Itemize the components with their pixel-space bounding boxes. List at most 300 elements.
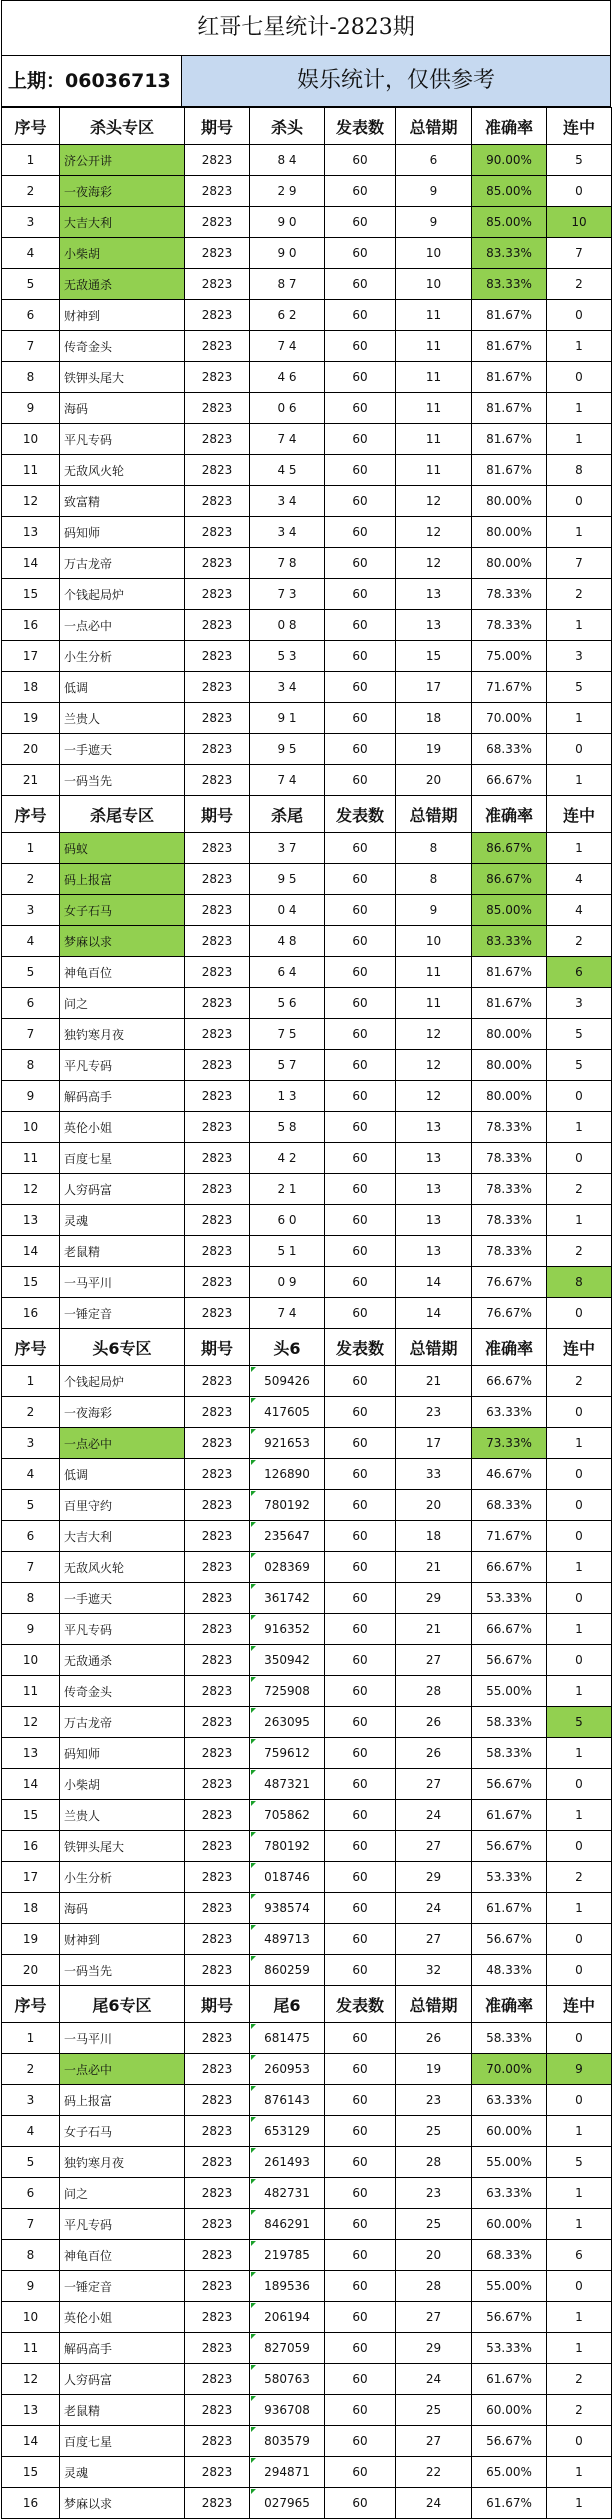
- row-number: 11: [2, 2333, 60, 2364]
- published-count: 60: [325, 1738, 396, 1769]
- win-streak: 2: [547, 1862, 612, 1893]
- column-header: 总错期: [396, 108, 472, 145]
- accuracy-rate: 81.67%: [472, 455, 547, 486]
- accuracy-rate: 68.33%: [472, 734, 547, 765]
- total-errors: 26: [396, 2023, 472, 2054]
- column-header: 序号: [2, 108, 60, 145]
- total-errors: 13: [396, 579, 472, 610]
- accuracy-rate: 61.67%: [472, 1893, 547, 1924]
- prediction: 206194: [250, 2302, 325, 2333]
- predictor-name: 致富精: [60, 486, 185, 517]
- period-number: 2823: [185, 610, 250, 641]
- prediction: 350942: [250, 1645, 325, 1676]
- table-row: [2, 1552, 612, 1583]
- table-row: [2, 207, 612, 238]
- accuracy-rate: 80.00%: [472, 486, 547, 517]
- disclaimer-banner: 娱乐统计，仅供参考: [182, 56, 610, 106]
- win-streak: 1: [547, 2178, 612, 2209]
- predictor-name: 一夜海彩: [60, 1397, 185, 1428]
- row-number: 15: [2, 1800, 60, 1831]
- prediction: 4 8: [250, 926, 325, 957]
- row-number: 20: [2, 1955, 60, 1986]
- prediction: 846291: [250, 2209, 325, 2240]
- column-header: 连中: [547, 1986, 612, 2023]
- prediction: 7 4: [250, 331, 325, 362]
- predictor-name: 独钓寒月夜: [60, 2147, 185, 2178]
- predictor-name: 码蚁: [60, 833, 185, 864]
- prediction: 4 2: [250, 1143, 325, 1174]
- row-number: 14: [2, 2426, 60, 2457]
- total-errors: 27: [396, 2302, 472, 2333]
- prediction: 860259: [250, 1955, 325, 1986]
- column-header: 期号: [185, 108, 250, 145]
- period-number: 2823: [185, 2395, 250, 2426]
- predictor-name: 无敌风火轮: [60, 1552, 185, 1583]
- total-errors: 11: [396, 424, 472, 455]
- table-row: [2, 1924, 612, 1955]
- prediction: 6 0: [250, 1205, 325, 1236]
- total-errors: 26: [396, 1707, 472, 1738]
- table-row: [2, 2054, 612, 2085]
- accuracy-rate: 55.00%: [472, 2271, 547, 2302]
- table-row: [2, 641, 612, 672]
- period-number: 2823: [185, 2426, 250, 2457]
- period-number: 2823: [185, 1205, 250, 1236]
- win-streak: 0: [547, 176, 612, 207]
- accuracy-rate: 66.67%: [472, 1552, 547, 1583]
- published-count: 60: [325, 238, 396, 269]
- predictor-name: 兰贵人: [60, 703, 185, 734]
- predictor-name: 传奇金头: [60, 1676, 185, 1707]
- row-number: 2: [2, 176, 60, 207]
- prediction: 189536: [250, 2271, 325, 2302]
- prediction: 1 3: [250, 1081, 325, 1112]
- total-errors: 11: [396, 362, 472, 393]
- table-row: [2, 765, 612, 796]
- accuracy-rate: 78.33%: [472, 1174, 547, 1205]
- table-row: [2, 734, 612, 765]
- total-errors: 29: [396, 2333, 472, 2364]
- total-errors: 10: [396, 926, 472, 957]
- predictor-name: 一点必中: [60, 1428, 185, 1459]
- prediction: 294871: [250, 2457, 325, 2488]
- predictor-name: 解码高手: [60, 2333, 185, 2364]
- published-count: 60: [325, 1081, 396, 1112]
- win-streak: 2: [547, 1366, 612, 1397]
- prediction: 4 5: [250, 455, 325, 486]
- total-errors: 24: [396, 1800, 472, 1831]
- published-count: 60: [325, 1831, 396, 1862]
- row-number: 15: [2, 2457, 60, 2488]
- table-row: [2, 1459, 612, 1490]
- published-count: 60: [325, 1050, 396, 1081]
- period-number: 2823: [185, 1490, 250, 1521]
- win-streak: 2: [547, 2364, 612, 2395]
- published-count: 60: [325, 1800, 396, 1831]
- win-streak: 6: [547, 957, 612, 988]
- period-number: 2823: [185, 331, 250, 362]
- predictor-name: 一码当先: [60, 765, 185, 796]
- table-row: [2, 2302, 612, 2333]
- accuracy-rate: 56.67%: [472, 1769, 547, 1800]
- predictor-name: 神龟百位: [60, 2240, 185, 2271]
- previous-period-result: 上期：06036713: [2, 56, 182, 106]
- total-errors: 12: [396, 1050, 472, 1081]
- accuracy-rate: 71.67%: [472, 672, 547, 703]
- period-number: 2823: [185, 1081, 250, 1112]
- column-header: 杀头: [250, 108, 325, 145]
- prediction: 6 2: [250, 300, 325, 331]
- period-number: 2823: [185, 176, 250, 207]
- published-count: 60: [325, 703, 396, 734]
- published-count: 60: [325, 2395, 396, 2426]
- sheet-title: 红哥七星统计-2823期: [1, 1, 611, 56]
- prediction: 7 5: [250, 1019, 325, 1050]
- prediction: 803579: [250, 2426, 325, 2457]
- published-count: 60: [325, 269, 396, 300]
- total-errors: 27: [396, 1924, 472, 1955]
- stats-table-body: [2, 108, 612, 2519]
- win-streak: 3: [547, 988, 612, 1019]
- prediction: 681475: [250, 2023, 325, 2054]
- period-number: 2823: [185, 1428, 250, 1459]
- accuracy-rate: 61.67%: [472, 1800, 547, 1831]
- total-errors: 11: [396, 957, 472, 988]
- win-streak: 1: [547, 393, 612, 424]
- column-header: 期号: [185, 1329, 250, 1366]
- column-header: 总错期: [396, 1986, 472, 2023]
- published-count: 60: [325, 1174, 396, 1205]
- accuracy-rate: 55.00%: [472, 2147, 547, 2178]
- total-errors: 13: [396, 1236, 472, 1267]
- table-row: [2, 1143, 612, 1174]
- predictor-name: 财神到: [60, 1924, 185, 1955]
- row-number: 16: [2, 2488, 60, 2519]
- accuracy-rate: 80.00%: [472, 1019, 547, 1050]
- win-streak: 3: [547, 641, 612, 672]
- predictor-name: 一马平川: [60, 2023, 185, 2054]
- win-streak: 1: [547, 1205, 612, 1236]
- published-count: 60: [325, 2178, 396, 2209]
- column-header: 准确率: [472, 108, 547, 145]
- period-number: 2823: [185, 1800, 250, 1831]
- table-row: [2, 2488, 612, 2519]
- period-number: 2823: [185, 2023, 250, 2054]
- total-errors: 10: [396, 238, 472, 269]
- win-streak: 6: [547, 2240, 612, 2271]
- row-number: 5: [2, 2147, 60, 2178]
- column-header: 杀尾: [250, 796, 325, 833]
- accuracy-rate: 70.00%: [472, 2054, 547, 2085]
- period-number: 2823: [185, 2333, 250, 2364]
- total-errors: 18: [396, 703, 472, 734]
- table-row: [2, 1769, 612, 1800]
- accuracy-rate: 90.00%: [472, 145, 547, 176]
- prediction: 7 4: [250, 765, 325, 796]
- table-row: [2, 362, 612, 393]
- win-streak: 2: [547, 1236, 612, 1267]
- prediction: 417605: [250, 1397, 325, 1428]
- row-number: 3: [2, 1428, 60, 1459]
- win-streak: 1: [547, 331, 612, 362]
- prediction: 9 5: [250, 734, 325, 765]
- total-errors: 27: [396, 1769, 472, 1800]
- win-streak: 9: [547, 2054, 612, 2085]
- period-number: 2823: [185, 2240, 250, 2271]
- prediction: 921653: [250, 1428, 325, 1459]
- row-number: 12: [2, 1707, 60, 1738]
- accuracy-rate: 83.33%: [472, 269, 547, 300]
- published-count: 60: [325, 2426, 396, 2457]
- published-count: 60: [325, 895, 396, 926]
- prediction: 7 8: [250, 548, 325, 579]
- predictor-name: 个钱起局炉: [60, 579, 185, 610]
- win-streak: 10: [547, 207, 612, 238]
- table-row: [2, 1645, 612, 1676]
- row-number: 13: [2, 2395, 60, 2426]
- prediction: 0 4: [250, 895, 325, 926]
- table-row: [2, 957, 612, 988]
- period-number: 2823: [185, 641, 250, 672]
- prediction: 482731: [250, 2178, 325, 2209]
- prediction: 580763: [250, 2364, 325, 2395]
- section-header: [2, 108, 612, 145]
- win-streak: 0: [547, 300, 612, 331]
- accuracy-rate: 61.67%: [472, 2488, 547, 2519]
- total-errors: 12: [396, 548, 472, 579]
- row-number: 11: [2, 455, 60, 486]
- total-errors: 27: [396, 1645, 472, 1676]
- published-count: 60: [325, 926, 396, 957]
- accuracy-rate: 81.67%: [472, 362, 547, 393]
- predictor-name: 大吉大利: [60, 1521, 185, 1552]
- published-count: 60: [325, 1924, 396, 1955]
- total-errors: 17: [396, 1428, 472, 1459]
- total-errors: 23: [396, 2085, 472, 2116]
- row-number: 17: [2, 641, 60, 672]
- published-count: 60: [325, 2240, 396, 2271]
- period-number: 2823: [185, 2271, 250, 2302]
- accuracy-rate: 53.33%: [472, 2333, 547, 2364]
- accuracy-rate: 66.67%: [472, 1366, 547, 1397]
- published-count: 60: [325, 548, 396, 579]
- period-number: 2823: [185, 1645, 250, 1676]
- win-streak: 1: [547, 2116, 612, 2147]
- period-number: 2823: [185, 765, 250, 796]
- total-errors: 11: [396, 393, 472, 424]
- total-errors: 24: [396, 1893, 472, 1924]
- total-errors: 29: [396, 1583, 472, 1614]
- accuracy-rate: 73.33%: [472, 1428, 547, 1459]
- period-number: 2823: [185, 2209, 250, 2240]
- prediction: 8 7: [250, 269, 325, 300]
- win-streak: 7: [547, 238, 612, 269]
- predictor-name: 海码: [60, 393, 185, 424]
- total-errors: 18: [396, 1521, 472, 1552]
- row-number: 8: [2, 362, 60, 393]
- total-errors: 8: [396, 833, 472, 864]
- published-count: 60: [325, 641, 396, 672]
- table-row: [2, 672, 612, 703]
- published-count: 60: [325, 833, 396, 864]
- predictor-name: 平凡专码: [60, 2209, 185, 2240]
- predictor-name: 英伦小姐: [60, 1112, 185, 1143]
- period-number: 2823: [185, 1831, 250, 1862]
- row-number: 17: [2, 1862, 60, 1893]
- accuracy-rate: 81.67%: [472, 957, 547, 988]
- total-errors: 12: [396, 1081, 472, 1112]
- period-number: 2823: [185, 1552, 250, 1583]
- period-number: 2823: [185, 957, 250, 988]
- row-number: 9: [2, 1614, 60, 1645]
- win-streak: 5: [547, 1050, 612, 1081]
- predictor-name: 一锤定音: [60, 1298, 185, 1329]
- table-row: [2, 988, 612, 1019]
- win-streak: 2: [547, 579, 612, 610]
- table-row: [2, 926, 612, 957]
- accuracy-rate: 81.67%: [472, 424, 547, 455]
- win-streak: 0: [547, 1298, 612, 1329]
- accuracy-rate: 56.67%: [472, 1645, 547, 1676]
- accuracy-rate: 53.33%: [472, 1862, 547, 1893]
- table-row: [2, 1738, 612, 1769]
- row-number: 14: [2, 548, 60, 579]
- prediction: 9 0: [250, 238, 325, 269]
- published-count: 60: [325, 1459, 396, 1490]
- accuracy-rate: 81.67%: [472, 393, 547, 424]
- table-row: [2, 269, 612, 300]
- win-streak: 1: [547, 1893, 612, 1924]
- predictor-name: 灵魂: [60, 2457, 185, 2488]
- row-number: 14: [2, 1769, 60, 1800]
- predictor-name: 小柴胡: [60, 238, 185, 269]
- published-count: 60: [325, 1019, 396, 1050]
- win-streak: 0: [547, 2085, 612, 2116]
- period-number: 2823: [185, 2302, 250, 2333]
- win-streak: 1: [547, 833, 612, 864]
- published-count: 60: [325, 2457, 396, 2488]
- published-count: 60: [325, 957, 396, 988]
- column-header: 总错期: [396, 796, 472, 833]
- win-streak: 1: [547, 2209, 612, 2240]
- published-count: 60: [325, 517, 396, 548]
- period-number: 2823: [185, 1397, 250, 1428]
- total-errors: 27: [396, 1831, 472, 1862]
- accuracy-rate: 85.00%: [472, 207, 547, 238]
- total-errors: 21: [396, 1366, 472, 1397]
- total-errors: 20: [396, 765, 472, 796]
- total-errors: 9: [396, 895, 472, 926]
- column-header: 总错期: [396, 1329, 472, 1366]
- row-number: 7: [2, 1552, 60, 1583]
- published-count: 60: [325, 579, 396, 610]
- total-errors: 25: [396, 2116, 472, 2147]
- total-errors: 28: [396, 1676, 472, 1707]
- table-row: [2, 2426, 612, 2457]
- win-streak: 0: [547, 362, 612, 393]
- total-errors: 14: [396, 1267, 472, 1298]
- accuracy-rate: 70.00%: [472, 703, 547, 734]
- prediction: 219785: [250, 2240, 325, 2271]
- prediction: 827059: [250, 2333, 325, 2364]
- predictor-name: 财神到: [60, 300, 185, 331]
- table-row: [2, 1490, 612, 1521]
- row-number: 7: [2, 1019, 60, 1050]
- period-number: 2823: [185, 1019, 250, 1050]
- table-row: [2, 300, 612, 331]
- published-count: 60: [325, 1955, 396, 1986]
- period-number: 2823: [185, 455, 250, 486]
- published-count: 60: [325, 455, 396, 486]
- win-streak: 1: [547, 1552, 612, 1583]
- published-count: 60: [325, 176, 396, 207]
- published-count: 60: [325, 1645, 396, 1676]
- prediction: 4 6: [250, 362, 325, 393]
- row-number: 8: [2, 2240, 60, 2271]
- period-number: 2823: [185, 393, 250, 424]
- table-row: [2, 1081, 612, 1112]
- row-number: 3: [2, 207, 60, 238]
- win-streak: 1: [547, 1428, 612, 1459]
- published-count: 60: [325, 362, 396, 393]
- accuracy-rate: 63.33%: [472, 2085, 547, 2116]
- period-number: 2823: [185, 486, 250, 517]
- accuracy-rate: 56.67%: [472, 1924, 547, 1955]
- table-row: [2, 703, 612, 734]
- column-header: 连中: [547, 796, 612, 833]
- period-number: 2823: [185, 362, 250, 393]
- predictor-name: 女子石马: [60, 895, 185, 926]
- column-header: 期号: [185, 796, 250, 833]
- prediction: 509426: [250, 1366, 325, 1397]
- table-row: [2, 833, 612, 864]
- table-row: [2, 1298, 612, 1329]
- predictor-name: 问之: [60, 988, 185, 1019]
- published-count: 60: [325, 2023, 396, 2054]
- total-errors: 11: [396, 455, 472, 486]
- total-errors: 13: [396, 1174, 472, 1205]
- total-errors: 6: [396, 145, 472, 176]
- total-errors: 8: [396, 864, 472, 895]
- column-header: 发表数: [325, 1986, 396, 2023]
- win-streak: 2: [547, 269, 612, 300]
- predictor-name: 平凡专码: [60, 1614, 185, 1645]
- total-errors: 12: [396, 1019, 472, 1050]
- published-count: 60: [325, 734, 396, 765]
- row-number: 4: [2, 926, 60, 957]
- column-header: 期号: [185, 1986, 250, 2023]
- prediction: 0 6: [250, 393, 325, 424]
- accuracy-rate: 60.00%: [472, 2395, 547, 2426]
- accuracy-rate: 78.33%: [472, 1236, 547, 1267]
- prediction: 263095: [250, 1707, 325, 1738]
- win-streak: 0: [547, 1831, 612, 1862]
- published-count: 60: [325, 1769, 396, 1800]
- row-number: 12: [2, 2364, 60, 2395]
- prediction: 487321: [250, 1769, 325, 1800]
- accuracy-rate: 85.00%: [472, 176, 547, 207]
- predictor-name: 一点必中: [60, 610, 185, 641]
- table-row: [2, 2085, 612, 2116]
- row-number: 1: [2, 145, 60, 176]
- predictor-name: 一码当先: [60, 1955, 185, 1986]
- accuracy-rate: 86.67%: [472, 833, 547, 864]
- column-header: 杀尾专区: [60, 796, 185, 833]
- predictor-name: 一夜海彩: [60, 176, 185, 207]
- period-number: 2823: [185, 1050, 250, 1081]
- win-streak: 0: [547, 2426, 612, 2457]
- published-count: 60: [325, 2116, 396, 2147]
